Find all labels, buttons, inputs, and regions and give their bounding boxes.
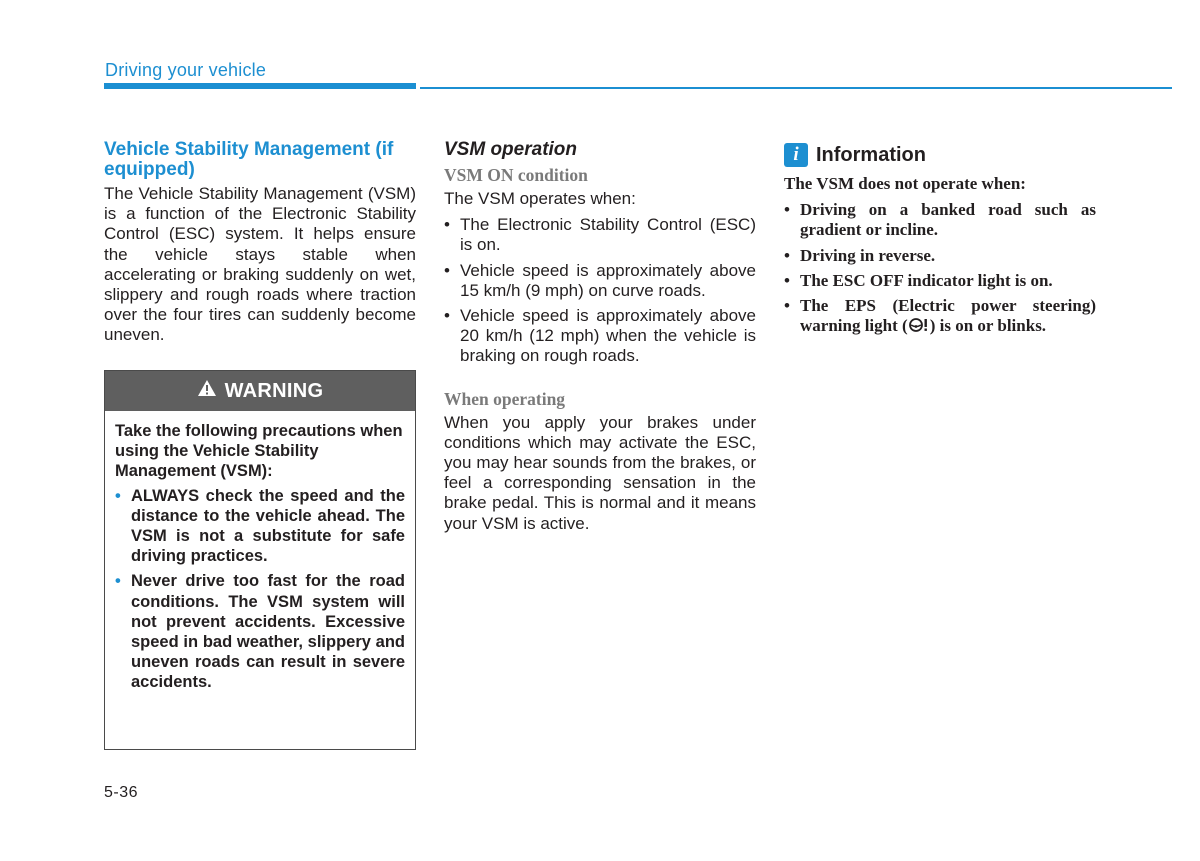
- list-item: [444, 306, 756, 367]
- warning-intro: Take the following precautions when using the Vehicle Stability Management (VSM):: [115, 422, 403, 481]
- when-operating-body: When you apply your brakes under conditions which may activate the ESC, you may hear sounds from the brakes, or feel a corresponding sensation in the brake pedal. This is normal and it means your VSM is active.: [444, 412, 756, 533]
- warning-item-text: ALWAYS check the speed and the distance to the vehicle ahead. The VSM is not a substitute for safe driving practices.: [131, 486, 405, 566]
- header-bar-thin: [420, 87, 1172, 89]
- page-number: 5-36: [104, 784, 139, 801]
- warning-header: [105, 371, 415, 411]
- warning-body: [105, 411, 415, 693]
- bullet: •: [444, 260, 450, 280]
- warning-box: [104, 370, 416, 750]
- list-item: [784, 246, 1096, 266]
- steering-wheel-warning-icon: [908, 317, 930, 338]
- bullet: •: [115, 486, 121, 505]
- when-operating-heading: When operating: [444, 388, 566, 409]
- list-item-text: Driving in reverse.: [800, 245, 936, 265]
- vsm-on-intro: The VSM operates when:: [444, 189, 636, 208]
- warning-item-text: Never drive too fast for the road conditions. The VSM system will not prevent accidents. Excessive speed in bad weather, slippery and uneven roads can result in severe accidents.: [131, 572, 405, 692]
- bullet: •: [444, 215, 450, 235]
- warning-item: [115, 486, 405, 567]
- info-icon: i: [784, 143, 808, 167]
- eps-text-after: ) is on or blinks.: [929, 316, 1047, 336]
- vsm-description: The Vehicle Stability Management (VSM) is a function of the Electronic Stability Control (ESC) system. It helps ensure the vehicle stays stable when accelerating or braking suddenly on wet, slippery and rough roads where traction over the four tires can suddenly become uneven.: [104, 184, 416, 345]
- list-item: [784, 296, 1096, 338]
- eps-text-before: The EPS (Electric power steering) warning light (: [800, 296, 1096, 336]
- information-list: [784, 200, 1096, 338]
- list-item-text: Vehicle speed is approximately above 20 km/h (12 mph) when the vehicle is braking on rough roads.: [460, 306, 756, 366]
- section-title-vsm-operation: VSM operation: [444, 139, 578, 160]
- list-item: [784, 271, 1096, 291]
- list-item-text: The ESC OFF indicator light is on.: [800, 270, 1053, 290]
- column-vsm-operation: [444, 140, 756, 534]
- list-item: [784, 200, 1096, 240]
- bullet: •: [784, 200, 790, 220]
- bullet: •: [784, 296, 790, 316]
- list-item-text: Vehicle speed is approximately above 15 km/h (9 mph) on curve roads.: [460, 260, 756, 300]
- bullet: •: [784, 270, 790, 290]
- bullet: •: [784, 245, 790, 265]
- warning-item: [115, 571, 405, 692]
- information-title: Information: [816, 143, 926, 166]
- list-item-text: The Electronic Stability Control (ESC) is on.: [460, 215, 756, 255]
- information-intro: The VSM does not operate when:: [784, 174, 1026, 193]
- header-title: Driving your vehicle: [105, 60, 267, 80]
- bullet: •: [444, 306, 450, 326]
- vsm-on-heading: VSM ON condition: [444, 165, 588, 185]
- list-item-text: Driving on a banked road such as gradient or incline.: [800, 200, 1096, 240]
- section-title-vsm: Vehicle Stability Management (if equipped): [104, 139, 394, 180]
- header-bar-thick: [104, 83, 416, 89]
- list-item: [444, 215, 756, 255]
- column-vsm-intro: [104, 140, 416, 346]
- information-header: [784, 143, 1096, 167]
- column-information: [784, 140, 1096, 343]
- bullet: •: [115, 572, 121, 591]
- warning-triangle-icon: [197, 379, 217, 403]
- warning-label: WARNING: [224, 379, 324, 402]
- warning-list: [115, 486, 405, 693]
- vsm-on-list: [444, 215, 756, 366]
- list-item: [444, 261, 756, 301]
